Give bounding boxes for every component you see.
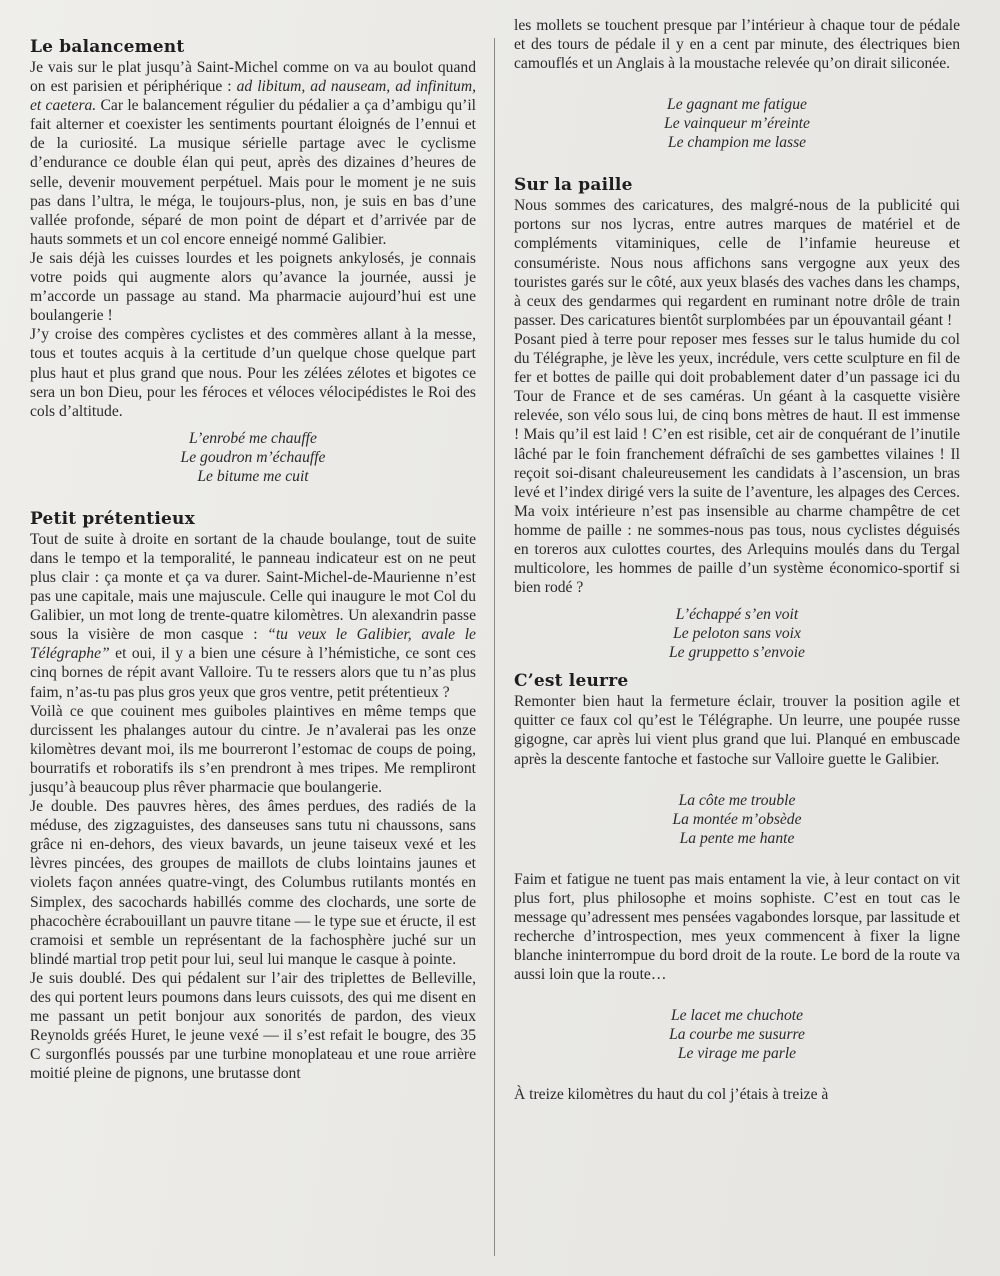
column-divider: [494, 38, 495, 1256]
verse-line: Le bitume me cuit: [197, 467, 309, 485]
left-column: [30, 36, 476, 1084]
section-title-cest-leurre: C’est leurre: [514, 671, 629, 692]
section-title-petit-pretentieux: Petit prétentieux: [30, 508, 195, 529]
paragraph: Remonter bien haut la fermeture éclair, trouver la position agile et quitter ce faux col qu’est le Télégraphe. Un leurre, une poupée russe gigogne, car après lui vient plus grand que lui. Planqué en embuscade après la descente fantoche et fastoche sur Valloire guette le Galibier.: [514, 693, 960, 768]
paragraph: Je sais déjà les cuisses lourdes et les poignets ankylosés, je connais votre poids qui augmente alors qu’avance la journée, aussi je m’accorde un passage au stand. Ma pharmacie aujourd’hui est une boulangerie !: [30, 249, 476, 325]
paragraph-italic: “tu veux le Galibier, avale le Télégraphe”: [30, 626, 476, 663]
paragraph-italic: ad libitum, ad nauseam, ad infinitum, et caetera.: [30, 78, 476, 115]
paragraph: J’y croise des compères cyclistes et des commères allant à la messe, tous et toutes acquis à la certitude d’un quelque chose quelque part plus haut et plus grand que nous. Pour les zélées zélotes et bigotes ce sera un bon Dieu, pour les féroces et véloces vélocipédistes le Roi des cols d’altitude.: [30, 326, 476, 420]
verse-line: Le goudron m’échauffe: [180, 448, 326, 466]
verse-line: L’enrobé me chauffe: [189, 429, 317, 447]
verse-line: Le gagnant me fatigue: [667, 96, 807, 114]
paragraph-text: Je vais sur le plat jusqu’à Saint-Michel comme on va au boulot quand on est parisien et périphérique :: [30, 59, 476, 96]
paragraph: les mollets se touchent presque par l’intérieur à chaque tour de pédale et des tours de pédale il y en a cent par minute, des électriques bien camouflés et un Anglais à la moustache relevée qu’on dirait siliconée.: [514, 17, 960, 73]
verse-stanza: [514, 95, 960, 152]
paragraph: Je double. Des pauvres hères, des âmes perdues, des radiés de la méduse, des zigzaguistes, des danseuses sans tutu ni chaussons, sans grâce ni en-dehors, des vieux bavards, un jeune taiseux vexé et les lèvres pincées, des groupes de maillots de clubs lointains jaunes et violets façon années quatre-vingt, des Columbus rutilants montés en Simplex, des sacochards habillés comme des clochards, une sorte de phacochère écrabouillant un pauvre titane — le type sue et éructe, il est cramoisi et semble un représentant de la fachosphère juché sur un blindé martial trop petit pour lui, seul lui manque le casque à pointe.: [30, 798, 476, 968]
paragraph-text: et oui, il y a bien une césure à l’hémistiche, ce sont ces cinq bornes de répit avant Valloire. Tu te ressers alors que tu n’as plus faim, n’as-tu pas plus gros yeux que gros ventre, petit prétentieux ?: [30, 645, 476, 701]
verse-line: Le vainqueur m’éreinte: [664, 115, 810, 133]
verse-line: Le virage me parle: [677, 1045, 797, 1063]
paragraph: Faim et fatigue ne tuent pas mais entament la vie, à leur contact on vit plus fort, plus philosophe et moins sophiste. C’est en tout cas le message qu’adressent mes pensées vagabondes lorsque, par lassitude et recherche d’introspection, mes yeux commencent à fixer la ligne blanche ininterrompue du bord droit de la route. Le bord de la route va aussi loin que la route…: [514, 870, 960, 984]
verse-line: La côte me trouble: [678, 791, 796, 809]
paragraph-text: Car le balancement régulier du pédalier a ça d’ambigu qu’il fait alterner et coexister les sentiments pourtant éloignés de l’ennui et de la curiosité. La musique sérielle partage avec le cyclisme d’endurance ce double élan qui peut, après des dizaines d’heures de selle, devenir mouvement perpétuel. Mais pour le moment je ne suis pas dans l’ultra, le méga, le toujours-plus, non, je suis en bas d’une vallée profonde, séparé de mon point de départ et d’arrivée par de hauts sommets et un col encore enneigé nommé Galibier.: [30, 97, 477, 248]
section-title-sur-la-paille: Sur la paille: [514, 175, 633, 196]
verse-line: La courbe me susurre: [669, 1026, 805, 1044]
verse-line: Le champion me lasse: [667, 134, 807, 152]
verse-line: Le gruppetto s’envoie: [669, 644, 805, 662]
verse-line: La montée m’obsède: [672, 810, 802, 828]
paragraph: [30, 530, 476, 702]
verse-stanza: [514, 791, 960, 848]
verse-stanza: [30, 429, 476, 486]
verse-line: La pente me hante: [679, 829, 795, 847]
paragraph: Je suis doublé. Des qui pédalent sur l’air des triplettes de Belleville, des qui portent leurs poumons dans leurs cuissots, des qui me disent en me passant un petit bonjour aux sonorités de pardon, des vieux Reynolds gréés Huret, le jeune vexé — il s’est refait le bougre, des 35 C surgonflés poussés par une turbine monoplateau et une roue arrière moitié pleine de pignons, une brutasse dont: [30, 969, 476, 1083]
paragraph: À treize kilomètres du haut du col j’étais à treize à: [514, 1086, 829, 1104]
paragraph: Voilà ce que couinent mes guiboles plaintives en même temps que durcissent les phalanges autour du cintre. Je n’avalerai pas les onze kilomètres devant moi, ils me bourreront l’estomac de coups de poing, bourratifs et roboratifs ils s’en prendront à mes tripes. Me rempliront jusqu’à beaucoup plus rêver pharmacie que boulangerie.: [30, 702, 476, 796]
verse-line: Le lacet me chuchote: [670, 1007, 804, 1025]
paragraph: [30, 58, 476, 249]
paragraph: Posant pied à terre pour reposer mes fesses sur le talus humide du col du Télégraphe, je lève les yeux, incrédule, vers cette sculpture en fil de fer et bottes de paille qui doit probablement dater d’un passage ici du Tour de France et de ses caméras. Un géant à la casquette visière relevée, son vélo sous lui, de cinq bons mètres de haut. Il est immense ! Mais qu’il est laid ! C’en est risible, cet air de conquérant de l’inutile lâché par le foin franchement défraîchi de ses gambettes vilaines ! Il reçoit soi-disant chaleureusement les candidats à l’ascension, un bras levé et l’index dirigé vers la suite de l’aventure, les alpages des Cerces. Ma voix intérieure n’est pas insensible au charme champêtre de cet homme de paille : ne sommes-nous pas tous, nous cyclistes déguisés en toreros aux culottes courtes, des Arlequins moulés dans du Tergal multicolore, les hommes de paille d’un système économico-sportif si bien rodé ?: [514, 330, 960, 597]
paragraph: Nous sommes des caricatures, des malgré-nous de la publicité qui portons sur nos lycras, entre autres marques de matériel et de compléments vitaminiques, celle de l’infamie heureuse et consumériste. Nous nous affichons sans vergogne aux yeux des touristes garés sur le côté, aux yeux blasés des vaches dans les champs, à ceux des gendarmes qui regardent en ruminant notre drôle de train passer. Des caricatures bientôt surplombées par un épouvantail géant !: [514, 197, 960, 329]
right-column: [514, 16, 960, 1104]
verse-line: Le peloton sans voix: [673, 625, 801, 643]
verse-line: L’échappé s’en voit: [675, 606, 799, 624]
section-title-balancement: Le balancement: [30, 37, 185, 57]
verse-stanza: [514, 605, 960, 662]
paragraph-text: Tout de suite à droite en sortant de la chaude boulange, tout de suite dans le tempo et la temporalité, le panneau indicateur est on ne peut plus clair : ça monte et ça va durer. Saint-Michel-de-Maurienne n’est pas une capitale, mais une majuscule. Celle qui inaugure le mot Col du Galibier, un mot long de trente-quatre kilomètres. Un alexandrin passe sous la visière de mon casque :: [30, 530, 476, 644]
verse-stanza: [514, 1006, 960, 1063]
